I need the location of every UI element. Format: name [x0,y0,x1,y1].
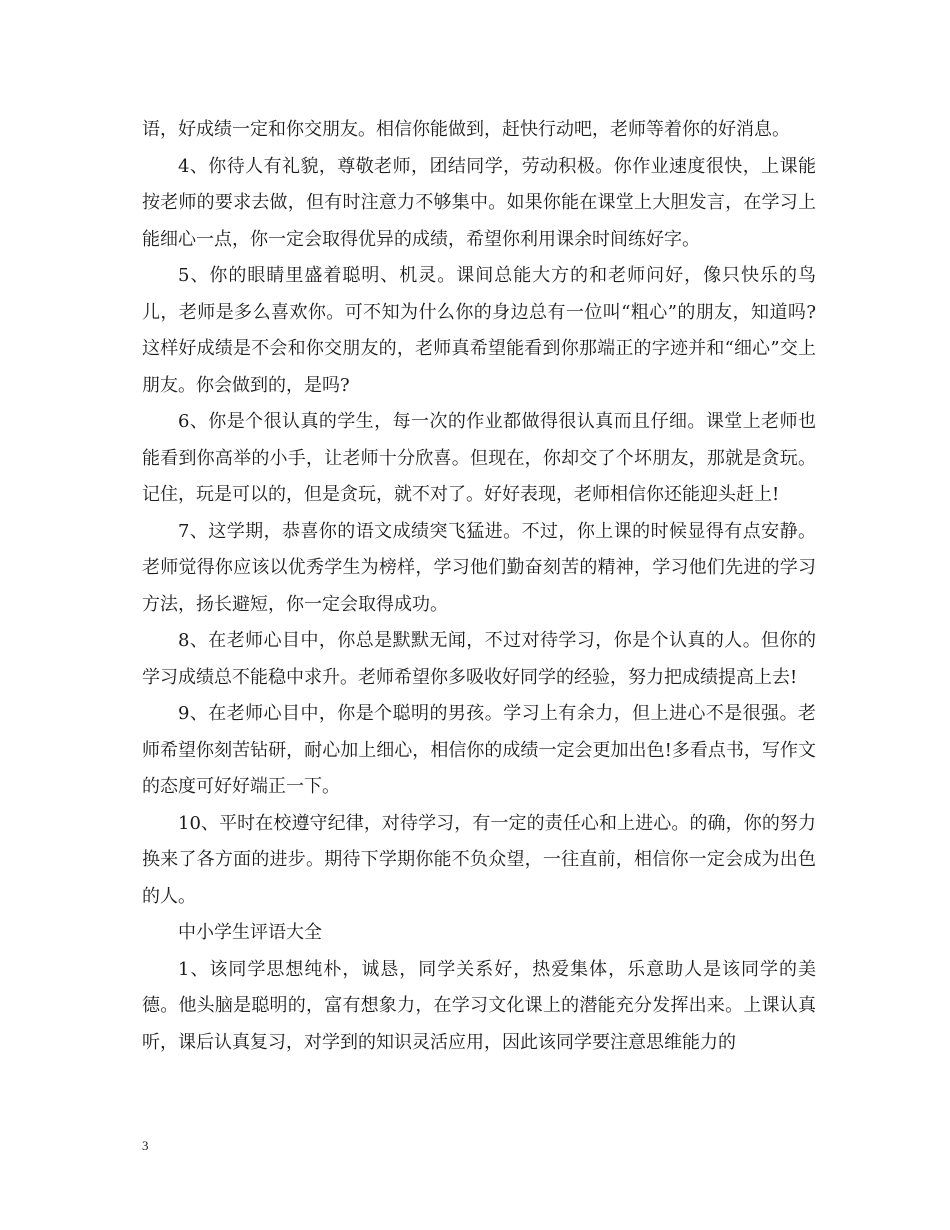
paragraph-10: 10、平时在校遵守纪律，对待学习，有一定的责任心和上进心。的确，你的努力换来了各方面的进步。期待下学期你能不负众望，一往直前，相信你一定会成为出色的人。 [142,812,816,907]
paragraph-4: 4、你待人有礼貌，尊敬老师，团结同学，劳动积极。你作业速度很快，上课能按老师的要求去做，但有时注意力不够集中。如果你能在课堂上大胆发言，在学习上能细心一点，你一定会取得优异的成绩，希望你利用课余时间练好字。 [142,155,816,250]
paragraph-6: 6、你是个很认真的学生，每一次的作业都做得很认真而且仔细。课堂上老师也能看到你高举的小手，让老师十分欣喜。但现在，你却交了个坏朋友，那就是贪玩。记住，玩是可以的，但是贪玩，就不对了。好好表现，老师相信你还能迎头赶上! [142,411,816,505]
paragraph-5: 5、你的眼睛里盛着聪明、机灵。课间总能大方的和老师问好，像只快乐的鸟儿，老师是多么喜欢你。可不知为什么你的身边总有一位叫“粗心”的朋友，知道吗?这样好成绩是不会和你交朋友的，老师真希望能看到你那端正的字迹并和“细心”交上朋友。你会做到的，是吗? [142,265,816,396]
paragraph-1: 1、该同学思想纯朴，诚恳，同学关系好，热爱集体，乐意助人是该同学的美德。他头脑是聪明的，富有想象力，在学习文化课上的潜能充分发挥出来。上课认真听，课后认真复习，对学到的知识灵活应用，因此该同学要注意思维能力的 [142,958,816,1053]
page-number: 3 [142,1138,149,1153]
paragraph-9: 9、在老师心目中，你是个聪明的男孩。学习上有余力，但上进心不是很强。老师希望你刻苦钻研，耐心加上细心，相信你的成绩一定会更加出色!多看点书，写作文的态度可好好端正一下。 [142,703,816,797]
paragraph-continued: 语，好成绩一定和你交朋友。相信你能做到，赶快行动吧，老师等着你的好消息。 [142,119,790,140]
section-heading: 中小学生评语大全 [178,922,322,943]
document-body [142,112,816,1061]
paragraph-7: 7、这学期，恭喜你的语文成绩突飞猛进。不过，你上课的时候显得有点安静。老师觉得你应该以优秀学生为榜样，学习他们勤奋刻苦的精神，学习他们先进的学习方法，扬长避短，你一定会取得成功。 [142,520,816,615]
paragraph-8: 8、在老师心目中，你总是默默无闻，不过对待学习，你是个认真的人。但你的学习成绩总不能稳中求升。老师希望你多吸收好同学的经验，努力把成绩提高上去! [142,630,816,688]
